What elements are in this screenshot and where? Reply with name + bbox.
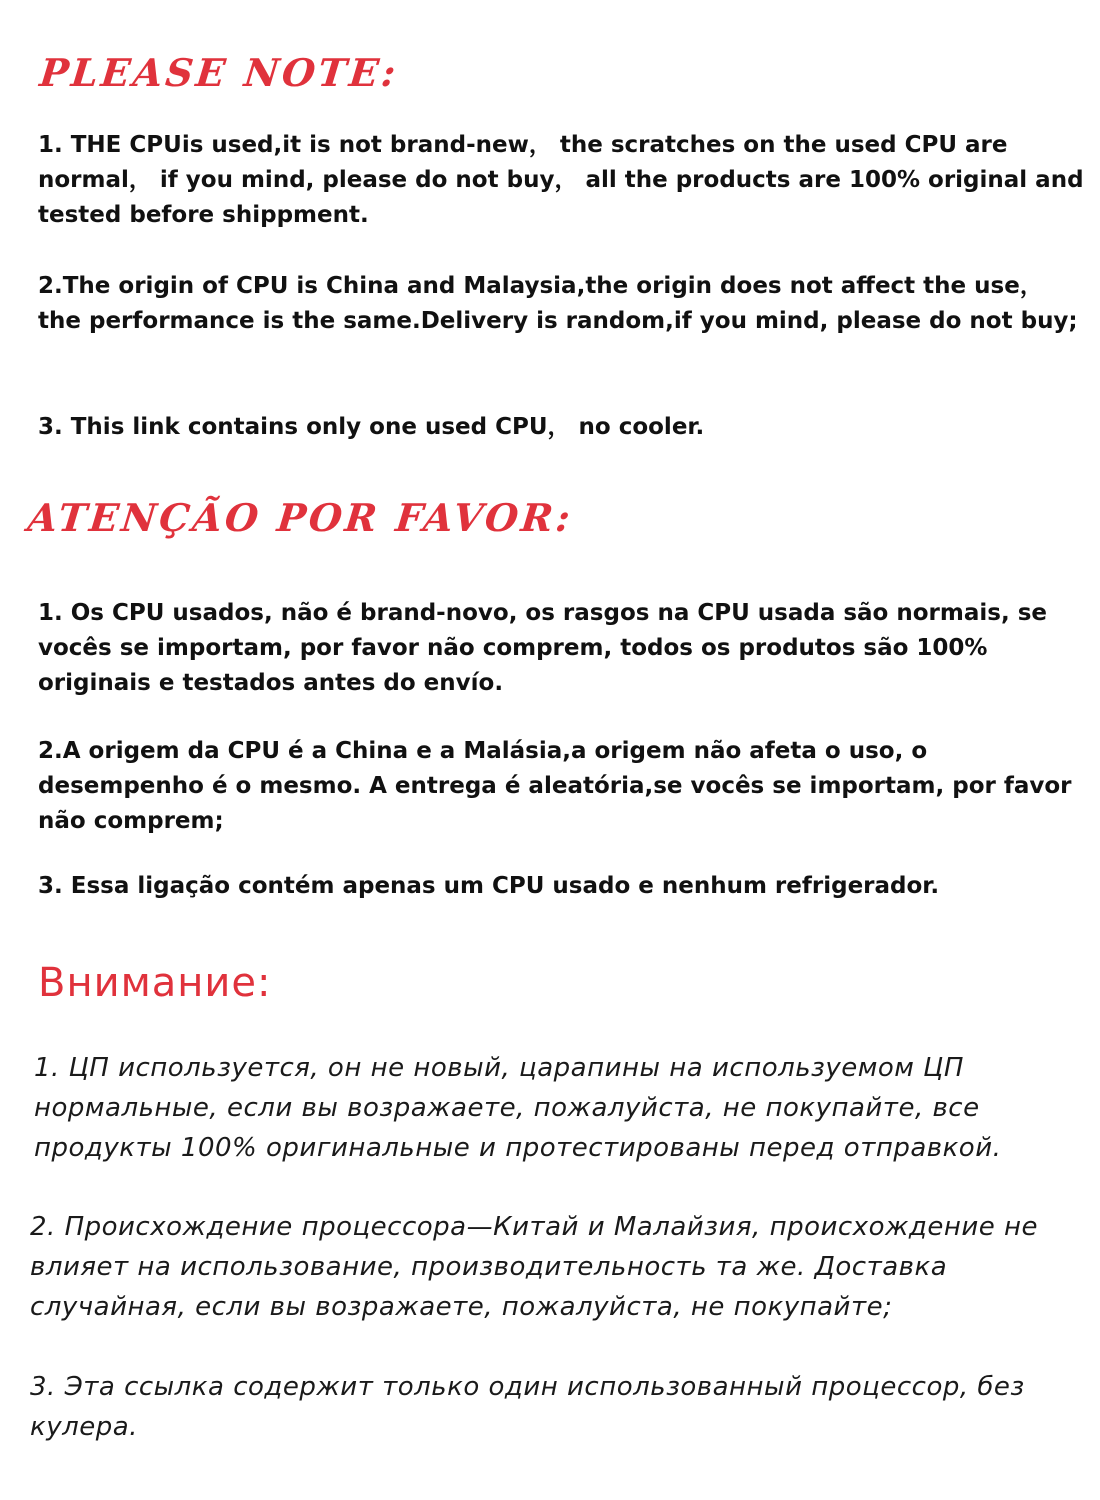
- heading-vnimanie: Внимание:: [38, 960, 272, 1006]
- portuguese-note-2: 2.A origem da CPU é a China e a Malásia,a origem não afeta o uso, o desempenho é o mesmo. A entrega é aleatória,se vocês se importam, por favor não comprem;: [38, 738, 1072, 834]
- english-note-1: 1. THE CPUis used,it is not brand-new， the scratches on the used CPU are normal， if you mind, please do not buy， all the products are 100% original and tested before shippment.: [38, 132, 1084, 228]
- heading-please-note: PLEASE NOTE:: [37, 50, 401, 95]
- heading-atencao-por-favor: ATENÇÃO POR FAVOR:: [25, 495, 576, 540]
- russian-note-1: 1. ЦП используется, он не новый, царапины на используемом ЦП нормальные, если вы возражаете, пожалуйста, не покупайте, все продукты 100% оригинальные и протестированы перед отправкой.: [34, 1053, 1002, 1163]
- russian-note-2: 2. Происхождение процессора—Китай и Малайзия, происхождение не влияет на использование, производительность та же. Доставка случайная, если вы возражаете, пожалуйста, не покупайте;: [30, 1212, 1039, 1322]
- english-note-2: 2.The origin of CPU is China and Malaysia,the origin does not affect the use， the performance is the same.Delivery is random,if you mind, please do not buy;: [38, 273, 1078, 334]
- portuguese-note-1: 1. Os CPU usados, não é brand-novo, os rasgos na CPU usada são normais, se vocês se importam, por favor não comprem, todos os produtos são 100% originais e testados antes do envío.: [38, 600, 1047, 696]
- portuguese-note-3: 3. Essa ligação contém apenas um CPU usado e nenhum refrigerador.: [38, 873, 940, 899]
- russian-note-3: 3. Эта ссылка содержит только один использованный процессор, без кулера.: [30, 1372, 1025, 1442]
- english-note-3: 3. This link contains only one used CPU， no cooler.: [38, 414, 705, 440]
